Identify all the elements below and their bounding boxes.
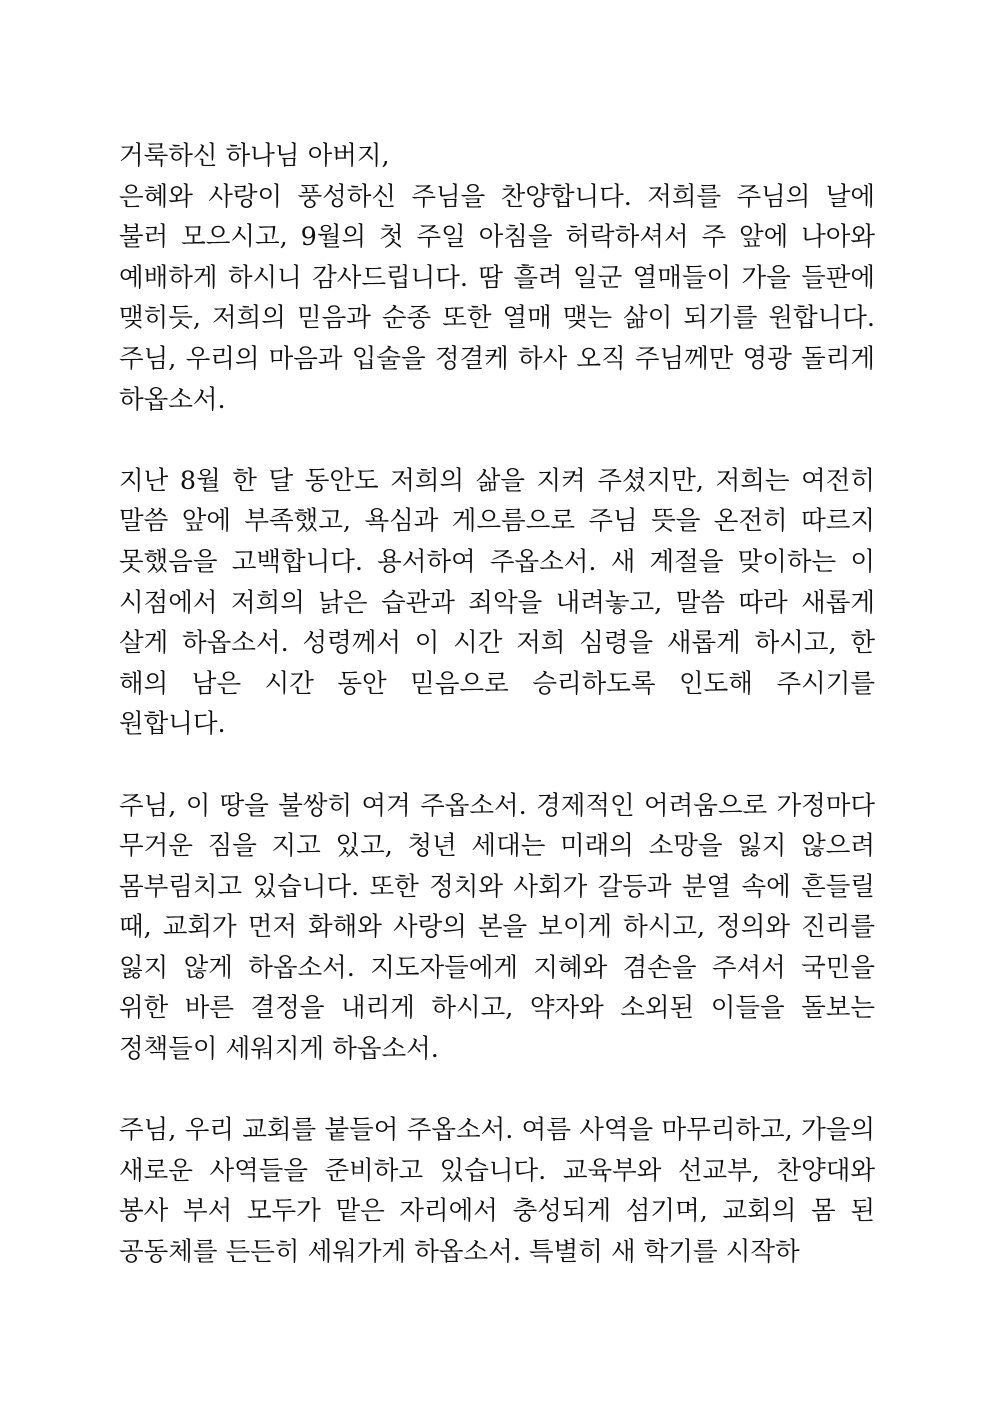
paragraph-praise: 은혜와 사랑이 풍성하신 주님을 찬양합니다. 저희를 주님의 날에 불러 모으시고, 9월의 첫 주일 아침을 허락하셔서 주 앞에 나아와 예배하게 하시니 감사드립니다. 땀 흘려 일군 열매들이 가을 들판에 맺히듯, 저희의 믿음과 순종 또한 열매 맺는 삶이 되기를 원합니다. 주님, 우리의 마음과 입술을 정결케 하사 오직 주님께만 영광 돌리게 하옵소서. <box>119 181 875 415</box>
document-page <box>119 136 875 1273</box>
paragraph-nation: 주님, 이 땅을 불쌍히 여겨 주옵소서. 경제적인 어려움으로 가정마다 무거운 짐을 지고 있고, 청년 세대는 미래의 소망을 잃지 않으려 몸부림치고 있습니다. 또한 정치와 사회가 갈등과 분열 속에 흔들릴 때, 교회가 먼저 화해와 사랑의 본을 보이게 하시고, 정의와 진리를 잃지 않게 하옵소서. 지도자들에게 지혜와 겸손을 주셔서 국민을 위한 바른 결정을 내리게 하시고, 약자와 소외된 이들을 돌보는 정책들이 세워지게 하옵소서. <box>119 790 875 1065</box>
paragraph-confession: 지난 8월 한 달 동안도 저희의 삶을 지켜 주셨지만, 저희는 여전히 말씀 앞에 부족했고, 욕심과 게으름으로 주님 뜻을 온전히 따르지 못했음을 고백합니다. 용서하여 주옵소서. 새 계절을 맞이하는 이 시점에서 저희의 낡은 습관과 죄악을 내려놓고, 말씀 따라 새롭게 살게 하옵소서. 성령께서 이 시간 저희 심령을 새롭게 하시고, 한 해의 남은 시간 동안 믿음으로 승리하도록 인도해 주시기를 원합니다. <box>119 465 875 740</box>
paragraph-church: 주님, 우리 교회를 붙들어 주옵소서. 여름 사역을 마무리하고, 가을의 새로운 사역들을 준비하고 있습니다. 교육부와 선교부, 찬양대와 봉사 부서 모두가 맡은 자리에서 충성되게 섬기며, 교회의 몸 된 공동체를 든든히 세워가게 하옵소서. 특별히 새 학기를 시작하 <box>119 1115 875 1268</box>
greeting-line: 거룩하신 하나님 아버지, <box>119 141 390 171</box>
